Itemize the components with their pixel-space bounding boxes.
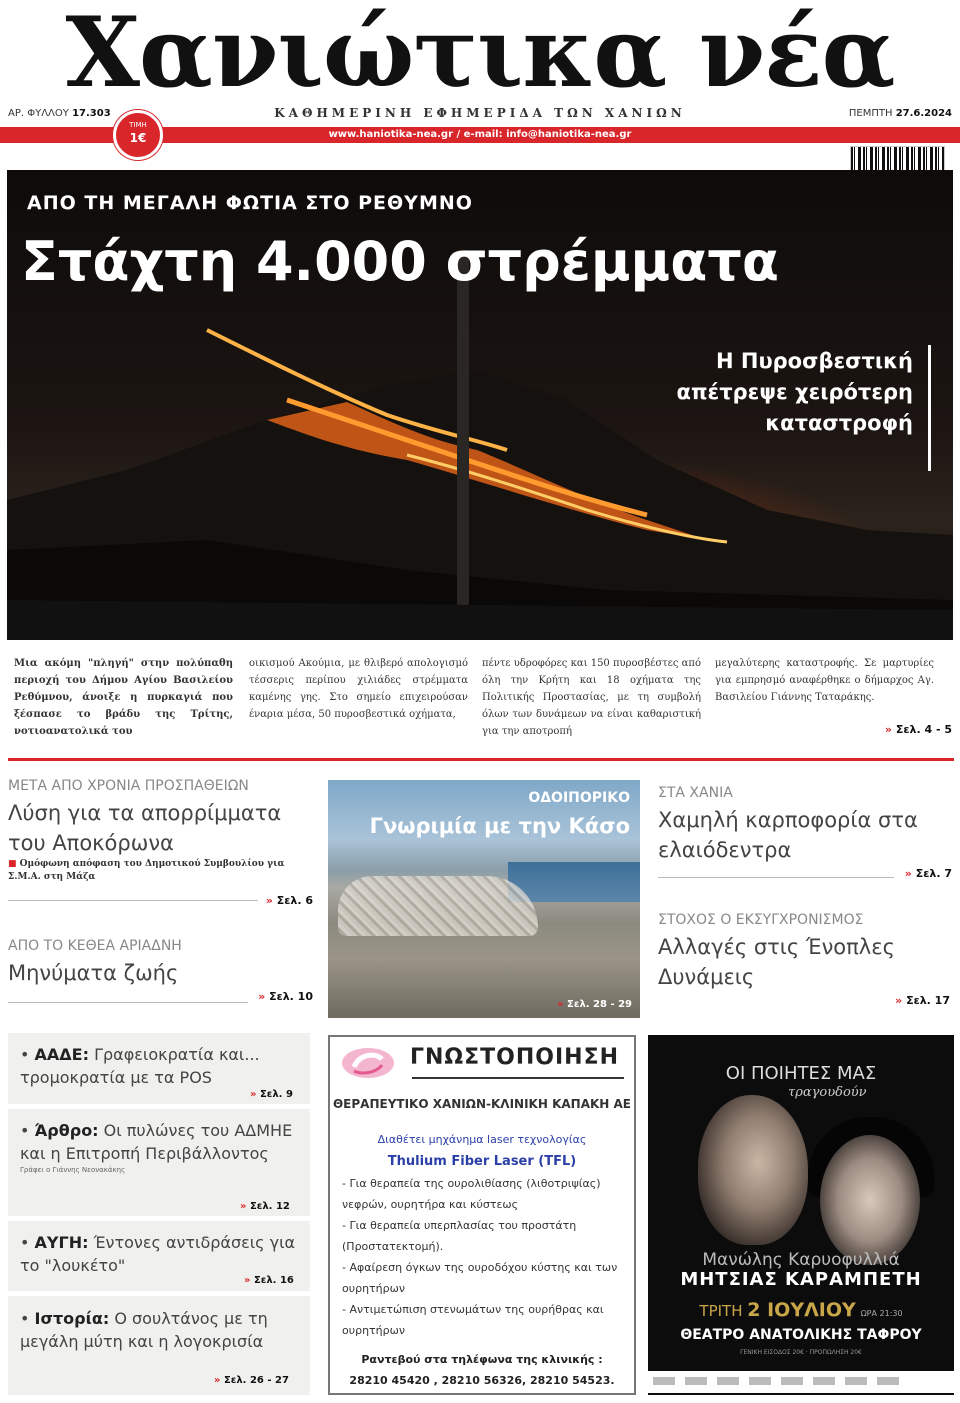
brief-lead: Άρθρο: (34, 1121, 99, 1140)
story-page-ref[interactable] (895, 994, 950, 1007)
chevron-right-icon: » (244, 1275, 251, 1286)
lead-story-photo[interactable] (7, 170, 953, 640)
issue-label: ΑΡ. ΦΥΛΛΟΥ (8, 108, 69, 119)
chevron-right-icon: » (250, 1089, 257, 1100)
concert-venue: ΘΕΑΤΡΟ ΑΝΑΤΟΛΙΚΗΣ ΤΑΦΡΟΥ (680, 1327, 922, 1343)
masthead (0, 0, 960, 160)
newspaper-logo[interactable]: Χανιώτικα νέα (65, 0, 895, 109)
theatre-concert-ad[interactable] (648, 1035, 954, 1395)
bullet-icon: ■ (8, 859, 20, 869)
story-armed-forces[interactable] (658, 912, 954, 1007)
brief-text: Ο σουλτάνος με τη μεγάλη μύτη και η λογοκρισία (20, 1309, 268, 1351)
performers-line-2: ΜΗΤΣΙΑΣ ΚΑΡΑΜΠΕΤΗ (680, 1269, 922, 1290)
story-kethea[interactable] (8, 938, 313, 1003)
brief-page-ref[interactable] (214, 1375, 289, 1386)
feature-category: ΟΔΟΙΠΟΡΙΚΟ (528, 790, 630, 806)
price-label: ΤΙΜΗ (129, 121, 147, 129)
feature-title[interactable]: Γνωριμία με την Κάσο (369, 814, 630, 838)
brief-item[interactable]: • ΑΥΓΗ: Έντονες αντιδράσεις για το "λουκέτο" (20, 1233, 296, 1275)
concert-date-value: 2 ΙΟΥΛΙΟΥ (747, 1299, 856, 1321)
story-category: ΜΕΤΑ ΑΠΟ ΧΡΟΝΙΑ ΠΡΟΣΠΑΘΕΙΩΝ (8, 778, 249, 794)
sponsor-logo (717, 1377, 739, 1385)
story-title[interactable]: Λύση για τα απορρίμματα του Αποκόρωνα (8, 801, 282, 855)
lead-headline[interactable]: Στάχτη 4.000 στρέμματα (21, 230, 779, 293)
notice-bullet: - Αντιμετώπιση στενωμάτων της ουρήθρας και ουρητήρων (342, 1303, 604, 1337)
story-rule (8, 900, 258, 901)
story-apokoronas[interactable] (8, 778, 313, 907)
concert-title: ΟΙ ΠΟΙΗΤΕΣ ΜΑΣ (725, 1063, 877, 1084)
brief-page-ref[interactable] (244, 1275, 294, 1286)
issue-date (849, 108, 952, 119)
brief-item[interactable]: • ΑΑΔΕ: Γραφειοκρατία και... τρομοκρατία με τα POS (20, 1045, 260, 1087)
singer-portrait-male (698, 1095, 808, 1245)
chevron-right-icon: » (895, 994, 903, 1007)
story-category: ΣΤΟΧΟΣ Ο ΕΚΣΥΓΧΡΟΝΙΣΜΟΣ (658, 912, 864, 928)
story-note-text: Ομόφωνη απόφαση του Δημοτικού Συμβουλίου για Σ.Μ.Α. στη Μάζα (8, 859, 285, 882)
story-page-ref[interactable] (266, 894, 313, 907)
notice-bullet: - Αφαίρεση όγκων της ουροδόχου κύστης και των ουρητήρων (342, 1261, 618, 1295)
story-rule (8, 1002, 248, 1003)
issue-number (8, 108, 111, 119)
story-olive[interactable] (658, 785, 954, 880)
feature-page-ref[interactable] (557, 999, 632, 1010)
brief-lead: ΑΑΔΕ: (34, 1045, 90, 1064)
brief-text: Γραφειοκρατία και... τρομοκρατία με τα POS (20, 1045, 260, 1087)
concert-time: ΩΡΑ 21:30 (860, 1309, 903, 1318)
story-page-ref[interactable] (905, 867, 952, 880)
story-page-ref[interactable] (258, 990, 313, 1003)
story-note (8, 858, 313, 884)
brief-text: Οι πυλώνες του ΑΔΜΗΕ και η Επιτροπή Περιβάλλοντος (20, 1121, 293, 1163)
chevron-right-icon: » (904, 867, 912, 880)
performers-line-1: Μανώλης Καρυοφυλλιά (702, 1250, 900, 1270)
notice-title-rule (412, 1077, 624, 1079)
notice-availability (330, 1129, 634, 1173)
brief-page-ref-text: Σελ. 9 (259, 1089, 293, 1100)
issue-value: 17.303 (72, 108, 111, 119)
brief-separator (8, 1104, 310, 1109)
concert-date (648, 1299, 954, 1321)
brief-separator (8, 1216, 310, 1221)
ticket-info: ΓΕΝΙΚΗ ΕΙΣΟΔΟΣ 20€ · ΠΡΟΠΩΛΗΣΗ 20€ (740, 1349, 862, 1356)
sponsor-logo (845, 1377, 867, 1385)
sponsor-logo (781, 1377, 803, 1385)
notice-contact (330, 1349, 634, 1391)
brief-byline: Γράφει ο Γιάννης Νεονακάκης (20, 1166, 126, 1174)
notice-avail-line-1: Διαθέτει μηχάνημα laser τεχνολογίας (377, 1133, 587, 1146)
feature-page-ref-text: Σελ. 28 - 29 (567, 999, 632, 1010)
chevron-right-icon: » (258, 990, 266, 1003)
brief-text: Έντονες αντιδράσεις για το "λουκέτο" (20, 1233, 296, 1275)
web-contact[interactable]: www.haniotika-nea.gr / e-mail: info@haniotika-nea.gr (328, 129, 632, 140)
notice-clinic: ΘΕΡΑΠΕΥΤΙΚΟ ΧΑΝΙΩΝ-ΚΛΙΝΙΚΗ ΚΑΠΑΚΗ ΑΕ (332, 1097, 631, 1111)
story-page-ref-text: Σελ. 7 (915, 867, 952, 880)
notice-contact-line-1: Ραντεβού στα τηλέφωνα της κλινικής : (361, 1353, 603, 1366)
sponsor-logo (685, 1377, 707, 1385)
brief-separator (8, 1291, 310, 1296)
brief-lead: ΑΥΓΗ: (34, 1233, 89, 1252)
lead-story-text (14, 655, 936, 743)
sponsor-logo (749, 1377, 771, 1385)
notice-bullets (342, 1173, 628, 1341)
brief-page-ref-text: Σελ. 12 (249, 1201, 290, 1212)
story-title[interactable]: Χαμηλή καρποφορία στα ελαιόδεντρα (658, 808, 918, 862)
lead-page-ref-text: Σελ. 4 - 5 (895, 723, 952, 736)
kasos-feature[interactable] (328, 780, 640, 1018)
sponsor-logo (653, 1377, 675, 1385)
lead-subhead: Η Πυροσβεστική απέτρεψε χειρότερη καταστροφή (676, 349, 913, 435)
sponsor-strip (648, 1371, 954, 1393)
sponsor-logo (877, 1377, 899, 1385)
story-column-4: μεγαλύτερης καταστροφής. Σε μαρτυρίες για εμπρησμό αναφέρθηκε ο δήμαρχος Αγ. Βασιλείου Γιάννης Ταταράκης. (715, 658, 934, 703)
brief-page-ref[interactable] (250, 1089, 293, 1100)
chevron-right-icon: » (265, 894, 273, 907)
section-divider (8, 758, 954, 761)
story-page-ref-text: Σελ. 6 (276, 894, 313, 907)
story-category: ΣΤΑ ΧΑΝΙΑ (658, 785, 733, 801)
brief-item[interactable]: • Ιστορία: Ο σουλτάνος με τη μεγάλη μύτη και η λογοκρισία (20, 1309, 268, 1351)
town-graphic (338, 876, 538, 936)
chevron-right-icon: » (557, 999, 564, 1010)
chevron-right-icon: » (884, 723, 893, 736)
brief-page-ref[interactable] (240, 1201, 290, 1212)
notice-phone-numbers[interactable]: 28210 45420 , 28210 56326, 28210 54523. (349, 1374, 615, 1387)
briefs-panel (8, 1033, 310, 1395)
singer-portrait-female (820, 1135, 920, 1265)
tagline: ΚΑΘΗΜΕΡΙΝΗ ΕΦΗΜΕΡΙΔΑ ΤΩΝ ΧΑΝΙΩΝ (274, 106, 686, 120)
subhead-divider (928, 345, 931, 471)
concert-subtitle: τραγουδούν (788, 1085, 867, 1100)
brief-page-ref-text: Σελ. 16 (253, 1275, 294, 1286)
chevron-right-icon: » (240, 1201, 247, 1212)
clinic-logo-icon (340, 1045, 396, 1081)
lead-page-ref[interactable] (885, 723, 952, 736)
brief-page-ref-text: Σελ. 26 - 27 (223, 1375, 289, 1386)
story-column-1: Μια ακόμη "πληγή" στην πολύπαθη περιοχή του Δήμου Αγίου Βασιλείου Ρεθύμνου, άνοιξε η πυρκαγιά που ξέσπασε το βράδυ της Τρίτης, νοτιοανατολικά του (14, 658, 233, 737)
brief-lead: Ιστορία: (34, 1309, 110, 1328)
story-category: ΑΠΟ ΤΟ ΚΕΘΕΑ ΑΡΙΑΔΝΗ (8, 938, 182, 954)
story-column-3: πέντε υδροφόρες και 150 πυροσβέστες από όλη την Κρήτη και 18 οχήματα της Πολιτικής Προστασίας, με τη συμβολή όλων των δυνάμεων να είναι καθαριστική για την αποτροπή (482, 658, 701, 737)
notice-bullet: - Για θεραπεία υπερπλασίας του προστάτη (Προστατεκτομή). (342, 1219, 577, 1253)
date-label: ΠΕΜΠΤΗ (848, 108, 893, 119)
story-page-ref-text: Σελ. 17 (906, 994, 950, 1007)
sponsor-logo (813, 1377, 835, 1385)
story-page-ref-text: Σελ. 10 (269, 990, 313, 1003)
date-value: 27.6.2024 (895, 108, 952, 119)
notice-avail-line-2: Thulium Fiber Laser (TFL) (387, 1154, 577, 1169)
story-column-2: οικισμού Ακούμια, με θλιβερό απολογισμό τέσσερις περίπου χιλιάδες στρέμματα καμένης γης. Στο σημείο επιχειρούσαν έναρια μέσα, 50 πυροσβεστικά οχήματα, (249, 658, 468, 720)
story-title[interactable]: Αλλαγές στις Ένοπλες Δυνάμεις (658, 935, 895, 989)
notice-bullet: - Για θεραπεία της ουρολιθίασης (λιθοτριψίας) νεφρών, ουρητήρα και κύστεως (342, 1177, 601, 1211)
price-badge (113, 110, 163, 160)
clinic-notice-ad[interactable] (328, 1035, 636, 1395)
story-title[interactable]: Μηνύματα ζωής (8, 961, 179, 985)
lead-kicker: ΑΠΟ ΤΗ ΜΕΓΑΛΗ ΦΩΤΙΑ ΣΤΟ ΡΕΘΥΜΝΟ (27, 192, 473, 214)
notice-title: ΓΝΩΣΤΟΠΟΙΗΣΗ (410, 1045, 620, 1070)
price-value: 1€ (129, 131, 147, 145)
story-rule (658, 877, 894, 878)
concert-day: ΤΡΙΤΗ (699, 1302, 743, 1320)
brief-item[interactable]: • Άρθρο: Οι πυλώνες του ΑΔΜΗΕ και η Επιτροπή Περιβάλλοντος Γράφει ο Γιάννης Νεονακάκης (20, 1119, 302, 1175)
chevron-right-icon: » (214, 1375, 221, 1386)
